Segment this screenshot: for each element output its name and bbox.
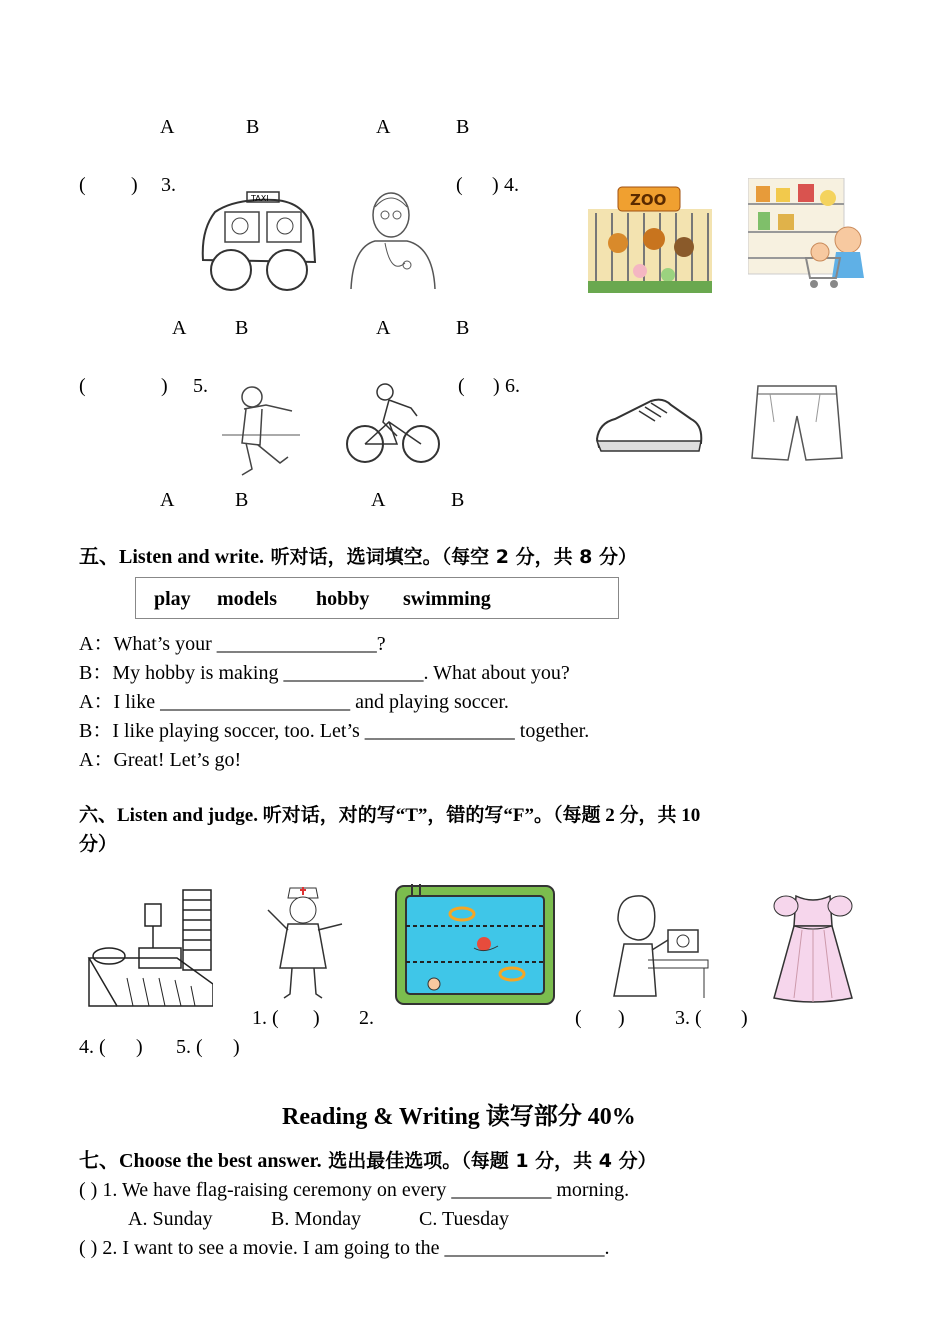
section6-heading-cont: 分） [79, 833, 118, 855]
option-a: A. Sunday [128, 1208, 213, 1230]
option-label-a: A [160, 116, 175, 138]
supermarket-icon [748, 178, 876, 292]
word-bank-item: hobby [316, 588, 370, 610]
option-label-a: A [376, 116, 391, 138]
option-label-a: A [376, 317, 391, 339]
answer-paren-open: ( [79, 375, 86, 397]
answer-paren-close: ) [131, 174, 138, 196]
question-number: 2. [359, 1007, 374, 1029]
answer-paren-open: ( [458, 375, 465, 397]
answer-paren-close: ) [492, 174, 499, 196]
option-label-b: B [451, 489, 465, 511]
word-bank-item: swimming [403, 588, 491, 610]
cyclist-icon [345, 382, 441, 466]
dialogue-line: A：I like ___________________ and playing soccer. [79, 691, 509, 713]
question-line: ( ) 1. We have flag-raising ceremony on every __________ morning. [79, 1179, 630, 1201]
option-label-a: A [160, 489, 175, 511]
word-bank-item: models [217, 588, 277, 610]
question-number: 4. [504, 174, 519, 196]
question-number: 6. [505, 375, 520, 397]
zoo-sign: ZOO [630, 191, 667, 209]
option-label-a: A [371, 489, 386, 511]
part-title: Reading & Writing 读写部分 40% [282, 1104, 636, 1130]
option-c: C. Tuesday [419, 1208, 510, 1230]
option-label-b: B [246, 116, 260, 138]
dress-icon [772, 890, 854, 1006]
section7-heading: 七、Choose the best answer. 选出最佳选项。（每题 1 分，共 4 分） [79, 1150, 657, 1172]
dialogue-line: A：What’s your ________________? [79, 633, 386, 655]
nurse-icon [262, 880, 348, 1000]
answer-slot: 4. ( [79, 1036, 106, 1058]
taxi-sign: TAXI [251, 194, 269, 203]
answer-slot: 5. ( [176, 1036, 203, 1058]
question-number: 5. [193, 375, 208, 397]
shorts-icon [750, 382, 844, 464]
telephone-girl-icon [608, 890, 712, 1000]
option-label-b: B [456, 116, 470, 138]
answer-paren-open: ( [575, 1007, 582, 1029]
word-bank-item: play [154, 588, 191, 610]
answer-paren-close: ) [161, 375, 168, 397]
answer-paren-close: ) [136, 1036, 143, 1058]
answer-paren-close: ) [313, 1007, 320, 1029]
option-b: B. Monday [271, 1208, 361, 1230]
dialogue-line: A：Great! Let’s go! [79, 749, 242, 771]
option-label-b: B [235, 489, 249, 511]
taxi-icon [195, 190, 321, 292]
bedroom-icon [87, 888, 213, 1008]
answer-paren-close: ) [233, 1036, 240, 1058]
option-label-a: A [172, 317, 187, 339]
word-bank [135, 577, 619, 619]
dialogue-line: B：I like playing soccer, too. Let’s _______________ together. [79, 720, 590, 742]
section5-heading: 五、Listen and write. 听对话，选词填空。（每空 2 分，共 8 分） [79, 546, 638, 568]
dialogue-line: B：My hobby is making ______________. What about you? [79, 662, 570, 684]
sneaker-icon [593, 395, 705, 455]
answer-paren-close: ) [618, 1007, 625, 1029]
swimming-pool-icon [394, 882, 556, 1006]
zoo-icon [588, 185, 712, 293]
question-number: 3. [161, 174, 176, 196]
answer-slot: 3. ( [675, 1007, 702, 1029]
skating-boy-icon [222, 383, 300, 479]
answer-paren-open: ( [456, 174, 463, 196]
answer-slot: 1. ( [252, 1007, 279, 1029]
option-label-b: B [235, 317, 249, 339]
answer-paren-open: ( [79, 174, 86, 196]
doctor-icon [345, 185, 441, 289]
answer-paren-close: ) [493, 375, 500, 397]
answer-paren-close: ) [741, 1007, 748, 1029]
section6-heading: 六、Listen and judge. 听对话，对的写“T”，错的写“F”。（每题 2 分，共 10 [79, 805, 701, 826]
question-line: ( ) 2. I want to see a movie. I am going to the ________________. [79, 1237, 610, 1259]
option-label-b: B [456, 317, 470, 339]
